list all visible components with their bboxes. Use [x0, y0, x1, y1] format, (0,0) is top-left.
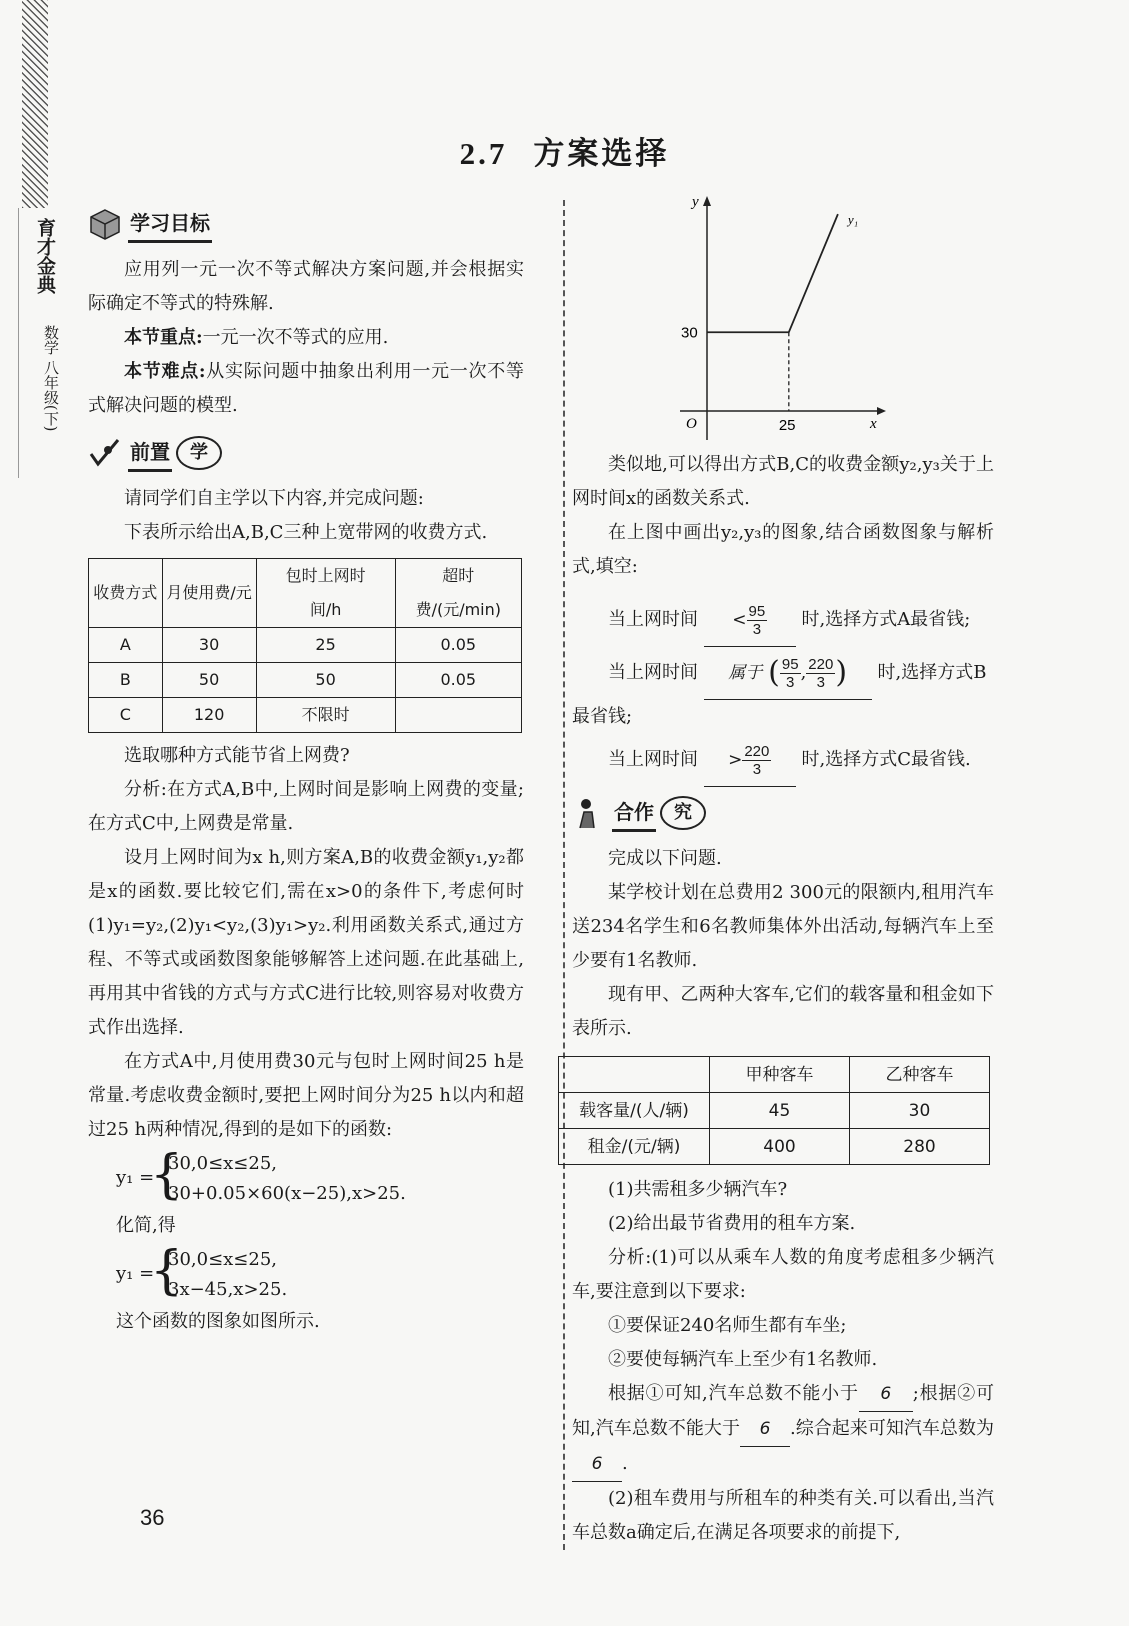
answer-blank-1[interactable]: < $\frac{95}{3}$ [704, 594, 796, 647]
coop-table-intro: 现有甲、乙两种大客车,它们的载客量和租金如下表所示. [572, 984, 994, 1039]
preview-badge: 学 [176, 436, 222, 470]
table-row: 载客量/(人/辆) 45 30 [559, 1093, 990, 1129]
coop-analysis: 分析:(1)可以从乘车人数的角度考虑租多少辆汽车,要注意到以下要求: [572, 1247, 994, 1302]
page-number: 36 [140, 1505, 165, 1530]
answer-blank-5[interactable]: 6 [740, 1412, 790, 1447]
x-tick-label: 25 [778, 417, 796, 434]
series-line-y1 [707, 214, 838, 332]
table-header-row: 甲种客车 乙种客车 [559, 1057, 990, 1093]
goals-heading: 学习目标 [88, 204, 212, 244]
preview-para2: 在方式A中,月使用费30元与包时上网时间25 h是常量.考虑收费金额时,要把上网时间分为25 h以内和超过25 h两种情况,得到的是如下的函数: [88, 1051, 524, 1140]
coop-req2: ②要使每辆汽车上至少有1名教师. [608, 1349, 878, 1370]
coop-intro: 完成以下问题. [608, 848, 722, 869]
runner-icon [88, 436, 122, 470]
coop-q2: (2)给出最节省费用的租车方案. [608, 1213, 856, 1234]
goals-intro: 应用列一元一次不等式解决方案问题,并会根据实际确定不等式的特殊解. [88, 259, 524, 314]
table-row: B 50 50 0.05 [89, 663, 522, 698]
side-rule [18, 208, 19, 478]
preview-question: 选取哪种方式能节省上网费? [124, 745, 350, 766]
fee-table [88, 558, 522, 733]
para-draw: 在上图中画出y₂,y₃的图象,结合函数图象与解析式,填空: [572, 522, 994, 577]
x-axis-label: x [870, 416, 877, 432]
coop-badge: 究 [660, 796, 706, 830]
answer-blank-3[interactable]: > $\frac{220}{3}$ [704, 734, 796, 787]
fill-line-2: 当上网时间 属于 ( $\frac{95}{3}$ , $\frac{220}{3}$ ) 时,选择方式B [572, 647, 994, 700]
answer-blank-6[interactable]: 6 [572, 1447, 622, 1482]
curve-label: y₁ [847, 212, 859, 228]
section-title: 方案选择 [533, 136, 670, 172]
coop-fill: 根据①可知,汽车总数不能小于 6 ;根据②可知,汽车总数不能大于 6 .综合起来可知汽车总数为6 . [572, 1377, 994, 1482]
simplify-label: 化简,得 [116, 1215, 176, 1236]
table-row: C 120 不限时 [89, 698, 522, 733]
coop-heading: 合作 究 [572, 793, 706, 833]
y-tick-label: 30 [681, 324, 698, 342]
right-column [572, 448, 994, 1550]
cube-icon [88, 207, 122, 241]
section-number: 2.7 [459, 136, 508, 171]
answer-blank-2[interactable]: 属于 ( $\frac{95}{3}$ , $\frac{220}{3}$ ) [704, 647, 872, 700]
page-title [0, 128, 1129, 173]
student-icon [572, 796, 606, 830]
equation-2: y₁ = { 30,0≤x≤25, 3x−45,x>25. [116, 1241, 288, 1301]
para-similar: 类似地,可以得出方式B,C的收费金额y₂,y₃关于上网时间x的函数关系式. [572, 454, 994, 509]
equation-1: y₁ = { 30,0≤x≤25, 30+0.05×60(x−25),x>25. [116, 1145, 406, 1205]
preview-heading: 前置 学 [88, 433, 222, 473]
y-axis-arrow [703, 196, 711, 206]
preview-table-intro: 下表所示给出A,B,C三种上宽带网的收费方式. [124, 522, 488, 543]
decorative-hatch [22, 0, 48, 208]
fill-line-1: 当上网时间 < $\frac{95}{3}$ 时,选择方式A最省钱; [572, 594, 994, 647]
table-row: 租金/(元/辆) 400 280 [559, 1129, 990, 1165]
y-axis-label: y [692, 194, 699, 210]
subject-label: 数学 八年级(下) [42, 325, 60, 432]
bus-table [558, 1056, 990, 1165]
series-title: 育才金典 [34, 218, 56, 294]
preview-para1: 设月上网时间为x h,则方案A,B的收费金额y₁,y₂都是x的函数.要比较它们,需在x>0的条件下,考虑何时(1)y₁=y₂,(2)y₁<y₂,(3)y₁>y₂.利用函数关系式,通过方程、不等式或函数图象能够解答上述问题.在此基础上,再用其中省钱的方式与方式C进行比较,则容易对收费方式作出选择. [88, 847, 524, 1038]
coop-q1: (1)共需租多少辆汽车? [608, 1179, 788, 1200]
preview-intro: 请同学们自主学以下内容,并完成问题: [124, 488, 424, 509]
fill-line-2b: 最省钱; [572, 706, 633, 727]
fill-line-3: 当上网时间 > $\frac{220}{3}$ 时,选择方式C最省钱. [572, 734, 994, 787]
origin-label: O [686, 416, 697, 432]
left-column [88, 200, 524, 1339]
goals-focus: 本节重点:一元一次不等式的应用. [124, 327, 389, 348]
table-row: A 30 25 0.05 [89, 628, 522, 663]
table-header-row: 收费方式 月使用费/元 包时上网时间/h 超时费/(元/min) [89, 559, 522, 628]
x-axis-arrow [877, 407, 886, 415]
column-divider [563, 200, 565, 1550]
coop-req1: ①要保证240名师生都有车坐; [608, 1315, 847, 1336]
goals-difficulty: 本节难点:从实际问题中抽象出利用一元一次不等式解决问题的模型. [88, 361, 524, 416]
function-graph [660, 190, 900, 440]
preview-analysis: 分析:在方式A,B中,上网时间是影响上网费的变量;在方式C中,上网费是常量. [88, 779, 524, 834]
graph-note: 这个函数的图象如图所示. [116, 1311, 320, 1332]
coop-problem: 某学校计划在总费用2 300元的限额内,租用汽车送234名学生和6名教师集体外出活动,每辆汽车上至少要有1名教师. [572, 882, 994, 971]
coop-last: (2)租车费用与所租车的种类有关.可以看出,当汽车总数a确定后,在满足各项要求的前提下, [572, 1488, 994, 1543]
answer-blank-4[interactable]: 6 [859, 1377, 913, 1412]
